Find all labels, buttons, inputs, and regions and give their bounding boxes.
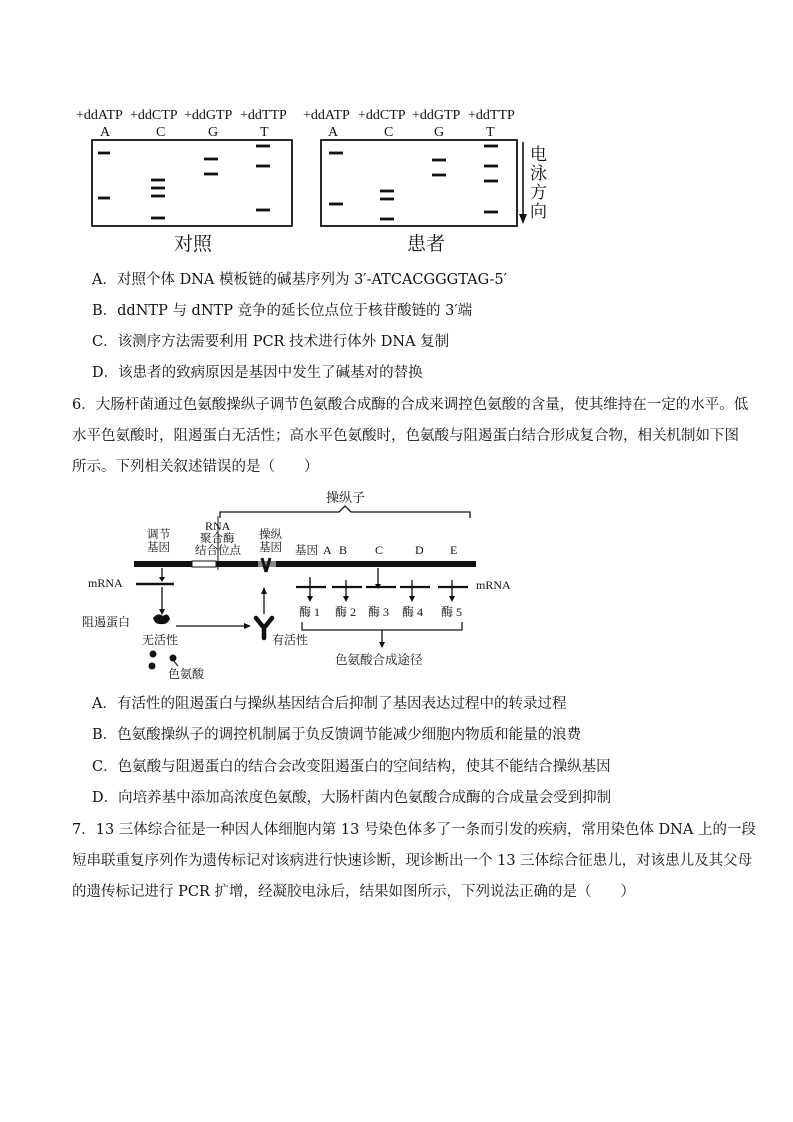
arrow-head-icon bbox=[159, 609, 165, 615]
gene-a-label: A bbox=[323, 543, 332, 557]
lane-letter-g-right: G bbox=[434, 125, 445, 140]
rna-pol-site bbox=[192, 561, 216, 567]
q5-option-b: B．ddNTP 与 dNTP 竞争的延长位点位于核苷酸链的 3′端 bbox=[92, 303, 473, 319]
q6-option-a: A．有活性的阻遏蛋白与操纵基因结合后抑制了基因表达过程中的转录过程 bbox=[92, 696, 567, 712]
inactive-repressor-icon bbox=[153, 614, 170, 624]
lane-header-ddttp-left: +ddTTP bbox=[240, 108, 287, 123]
lane-header-ddttp-right: +ddTTP bbox=[468, 108, 515, 123]
gene-b-label: B bbox=[339, 543, 348, 557]
gene-transcription-arrows bbox=[310, 568, 452, 598]
lane-header-ddctp-left: +ddCTP bbox=[130, 108, 178, 123]
patient-bands bbox=[329, 146, 498, 219]
lane-letter-t-left: T bbox=[260, 125, 269, 140]
tryptophan-dot-icon bbox=[150, 651, 157, 658]
q5-option-a: A．对照个体 DNA 模板链的碱基序列为 3′-ATCACGGGTAG-5′ bbox=[92, 272, 507, 288]
lane-header-ddctp-right: +ddCTP bbox=[358, 108, 406, 123]
gene-e-label: E bbox=[450, 543, 458, 557]
arrow-head-icon bbox=[379, 642, 385, 648]
lane-letter-t-right: T bbox=[486, 125, 495, 140]
gene-label: 基因 bbox=[295, 545, 318, 557]
operon-brace bbox=[220, 506, 470, 518]
control-bands bbox=[98, 146, 270, 218]
direction-label-3: 方 bbox=[530, 183, 547, 202]
arrow-head-icon bbox=[159, 577, 165, 582]
enzyme-5-label: 酶 5 bbox=[441, 605, 463, 619]
q7-stem-line-2: 短串联重复序列作为遗传标记对该病进行快速诊断，现诊断出一个 13 三体综合征患儿，对该患儿及其父母 bbox=[72, 853, 753, 869]
q7-stem-line-3: 的遗传标记进行 PCR 扩增，经凝胶电泳后，结果如图所示，下列说法正确的是（ ） bbox=[72, 884, 635, 900]
arrow-head-icon bbox=[261, 587, 267, 594]
lane-letter-g-left: G bbox=[208, 125, 219, 140]
operon-label: 操纵子 bbox=[326, 490, 366, 505]
inactive-label: 无活性 bbox=[142, 633, 179, 647]
active-label: 有活性 bbox=[272, 633, 309, 647]
arrow-head-icon bbox=[519, 214, 527, 224]
enzyme-bracket bbox=[302, 622, 462, 630]
tryptophan-label: 色氨酸 bbox=[168, 667, 205, 681]
tryptophan-dot-icon bbox=[149, 663, 156, 670]
patient-caption: 患者 bbox=[407, 233, 446, 255]
enzyme-2-label: 酶 2 bbox=[335, 605, 357, 619]
control-gel-box bbox=[92, 140, 292, 226]
operator-label-1: 操纵 bbox=[259, 529, 282, 541]
q6-stem-line-2: 水平色氨酸时，阻遏蛋白无活性；高水平色氨酸时，色氨酸与阻遏蛋白结合形成复合物，相关机制如下图 bbox=[72, 428, 739, 444]
repressor-label: 阻遏蛋白 bbox=[82, 615, 131, 629]
gene-c-label: C bbox=[375, 543, 384, 557]
enzyme-4-label: 酶 4 bbox=[402, 605, 424, 619]
enzyme-3-label: 酶 3 bbox=[368, 605, 390, 619]
regulator-label-1: 调 bbox=[147, 529, 159, 541]
operator-label-2: 基因 bbox=[259, 542, 282, 554]
lane-letter-c-left: C bbox=[156, 125, 166, 140]
operon-figure bbox=[70, 488, 540, 688]
lane-letter-a-right: A bbox=[328, 125, 339, 140]
rna-pol-label-2: 聚合酶 bbox=[200, 533, 235, 545]
lane-header-ddgtp-right: +ddGTP bbox=[412, 108, 461, 123]
rna-pol-label-3: 结合位点 bbox=[195, 545, 241, 557]
tryptophan-pointer bbox=[173, 660, 178, 666]
q6-option-c: C．色氨酸与阻遏蛋白的结合会改变阻遏蛋白的空间结构，使其不能结合操纵基因 bbox=[92, 759, 611, 775]
q5-option-c: C．该测序方法需要利用 PCR 技术进行体外 DNA 复制 bbox=[92, 334, 450, 350]
pathway-label: 色氨酸合成途径 bbox=[335, 653, 423, 667]
q6-stem-line-3: 所示。下列相关叙述错误的是（ ） bbox=[72, 459, 319, 475]
lane-header-ddatp-left: +ddATP bbox=[76, 108, 123, 123]
mrna-left-label: mRNA bbox=[88, 576, 123, 590]
lane-header-ddatp-right: +ddATP bbox=[303, 108, 350, 123]
direction-label-4: 向 bbox=[530, 202, 547, 221]
rna-pol-label-1: RNA bbox=[205, 519, 231, 533]
q6-option-d: D．向培养基中添加高浓度色氨酸，大肠杆菌内色氨酸合成酶的合成量会受到抑制 bbox=[92, 790, 612, 806]
regulator-label-3: 基因 bbox=[147, 542, 170, 554]
direction-label-2: 泳 bbox=[530, 164, 547, 183]
enzyme-1-label: 酶 1 bbox=[299, 605, 321, 619]
sequencing-gel-figure bbox=[70, 100, 560, 260]
direction-label-1: 电 bbox=[530, 145, 547, 164]
q6-stem-line-1: 6．大肠杆菌通过色氨酸操纵子调节色氨酸合成酶的合成来调控色氨酸的含量，使其维持在一定的水平。低 bbox=[72, 397, 749, 413]
lane-letter-a-left: A bbox=[100, 125, 111, 140]
q6-option-b: B．色氨酸操纵子的调控机制属于负反馈调节能减少细胞内物质和能量的浪费 bbox=[92, 727, 582, 743]
q7-stem-line-1: 7．13 三体综合征是一种因人体细胞内第 13 号染色体多了一条而引发的疾病，常用染色体 DNA 上的一段 bbox=[72, 822, 756, 838]
lane-letter-c-right: C bbox=[384, 125, 394, 140]
dna-strand-left bbox=[134, 561, 476, 567]
mrna-right-label: mRNA bbox=[476, 578, 511, 592]
control-caption: 对照 bbox=[174, 233, 213, 255]
q5-option-d: D．该患者的致病原因是基因中发生了碱基对的替换 bbox=[92, 365, 423, 381]
gene-d-label: D bbox=[415, 543, 424, 557]
regulator-label-2: 节 bbox=[159, 529, 171, 541]
active-repressor-icon bbox=[256, 618, 272, 638]
lane-header-ddgtp-left: +ddGTP bbox=[184, 108, 233, 123]
arrow-head-icon bbox=[244, 623, 251, 629]
